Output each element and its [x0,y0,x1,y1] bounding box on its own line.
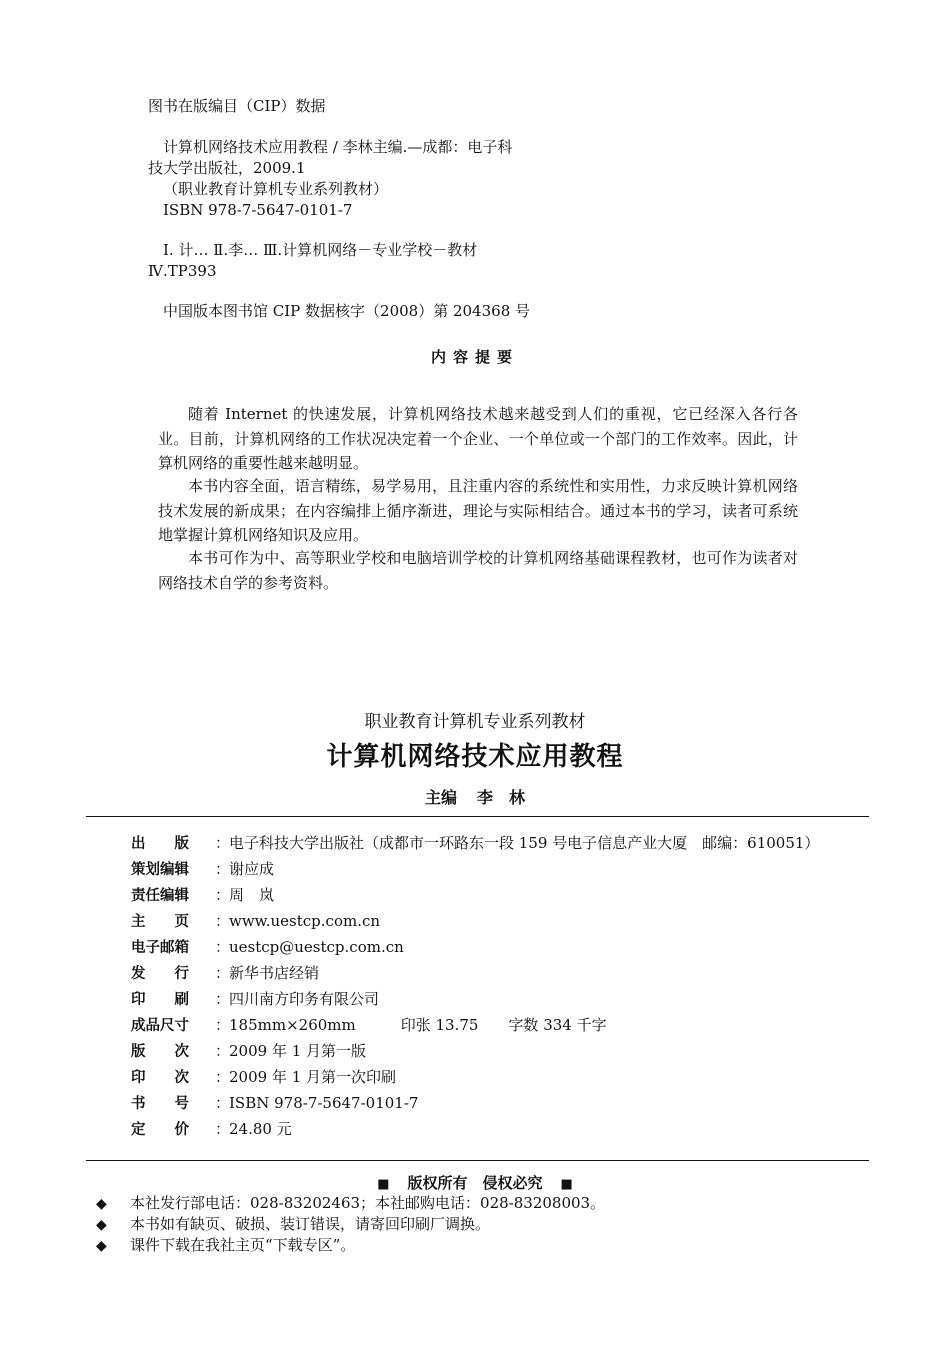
row-label: 出 版 [131,836,189,852]
publisher-row: 出 版 ：电子科技大学出版社（成都市一环路东一段 159 号电子信息产业大厦 邮编：610051） [131,832,819,854]
row-value: 谢应成 [229,860,275,878]
cip-line: （职业教育计算机专业系列教材） [163,180,389,198]
summary-heading: 内容提要 [430,348,519,366]
summary-paragraph: 随着 Internet 的快速发展，计算机网络技术越来越受到人们的重视，它已经深入各行各业。目前，计算机网络的工作状况决定着一个企业、一个单位或一个部门的工作效率。因此，计算机网络的重要性越来越明显。 [158,405,798,472]
row-label: 主 页 [131,914,189,930]
row-value: 四川南方印务有限公司 [229,990,380,1008]
row-value: 新华书店经销 [229,964,320,982]
row-value: 周 岚 [229,886,275,904]
impression-row: 印 次 ：2009 年 1 月第一次印刷 [131,1066,396,1088]
summary-paragraph: 本书可作为中、高等职业学校和电脑培训学校的计算机网络基础课程教材，也可作为读者对网络技术自学的参考资料。 [158,549,798,592]
note-item [96,1193,605,1214]
row-label: 印 次 [131,1070,189,1086]
planning-editor-row: 策划编辑 ：谢应成 [131,858,274,880]
printing-row: 印 刷 ：四川南方印务有限公司 [131,988,379,1010]
cip-line: 中国版本图书馆 CIP 数据核字（2008）第 204368 号 [163,302,531,320]
cip-line: Ⅳ.TP393 [148,262,217,280]
row-label: 电子邮箱 [131,940,189,956]
size-row: 成品尺寸 ：185mm×260mm 印张 13.75 字数 334 千字 [131,1014,607,1036]
distribution-row: 发 行 ：新华书店经销 [131,962,319,984]
row-value: 24.80 元 [229,1120,292,1138]
summary-paragraph: 本书内容全面，语言精练，易学易用，且注重内容的系统性和实用性，力求反映计算机网络技术发展的新成果；在内容编排上循序渐进，理论与实际相结合。通过本书的学习，读者可系统地掌握计算机网络知识及应用。 [158,477,798,544]
copyright-notice [0,1172,950,1193]
email-row: 电子邮箱 ：uestcp@uestcp.com.cn [131,936,404,958]
row-value: ISBN 978-7-5647-0101-7 [229,1094,419,1112]
cip-heading: 图书在版编目（CIP）数据 [148,97,326,115]
row-value: 2009 年 1 月第一版 [229,1042,367,1060]
note-item [96,1235,355,1256]
row-label: 发 行 [131,966,189,982]
homepage-link[interactable]: www.uestcp.com.cn [229,912,381,930]
cip-line: I. 计… Ⅱ.李… Ⅲ.计算机网络－专业学校－教材 [163,241,478,259]
row-value: 电子科技大学出版社（成都市一环路东一段 159 号电子信息产业大厦 邮编：610051） [229,834,820,852]
diamond-icon: ◆ [96,1196,107,1212]
cip-line: 技大学出版社，2009.1 [148,159,306,177]
row-label: 责任编辑 [131,888,189,904]
cip-line: 计算机网络技术应用教程 / 李林主编.—成都：电子科 [163,138,513,156]
note-item [96,1214,490,1235]
series-name: 职业教育计算机专业系列教材 [364,712,586,732]
row-label: 成品尺寸 [131,1018,189,1034]
row-label: 书 号 [131,1096,189,1112]
row-label: 版 次 [131,1044,189,1060]
note-text: 本书如有缺页、破损、装订错误，请寄回印刷厂调换。 [130,1215,491,1233]
isbn-row: 书 号 ：ISBN 978-7-5647-0101-7 [131,1092,418,1114]
bottom-divider [86,1160,869,1161]
square-icon: ■ [560,1177,573,1192]
row-value: 2009 年 1 月第一次印刷 [229,1068,397,1086]
top-divider [86,816,869,817]
note-text: 本社发行部电话：028-83202463；本社邮购电话：028-83208003。 [130,1194,606,1212]
editor-name: 李 林 [477,788,526,807]
note-text: 课件下载在我社主页“下载专区”。 [130,1236,356,1254]
diamond-icon: ◆ [96,1217,107,1233]
book-title: 计算机网络技术应用教程 [326,742,624,772]
price-row: 定 价 ：24.80 元 [131,1118,292,1140]
homepage-row: 主 页 ：www.uestcp.com.cn [131,910,380,932]
square-icon: ■ [377,1177,390,1192]
responsible-editor-row: 责任编辑 ：周 岚 [131,884,274,906]
row-value: 185mm×260mm 印张 13.75 字数 334 千字 [229,1016,607,1034]
row-label: 印 刷 [131,992,189,1008]
copyright-text: 版权所有 侵权必究 [407,1174,543,1192]
diamond-icon: ◆ [96,1238,107,1254]
editor-label: 主编 [424,788,457,807]
editor-line [0,785,950,808]
email-link[interactable]: uestcp@uestcp.com.cn [229,938,404,956]
cip-line: ISBN 978-7-5647-0101-7 [163,201,353,219]
row-label: 定 价 [131,1122,189,1138]
edition-row: 版 次 ：2009 年 1 月第一版 [131,1040,366,1062]
row-label: 策划编辑 [131,862,189,878]
